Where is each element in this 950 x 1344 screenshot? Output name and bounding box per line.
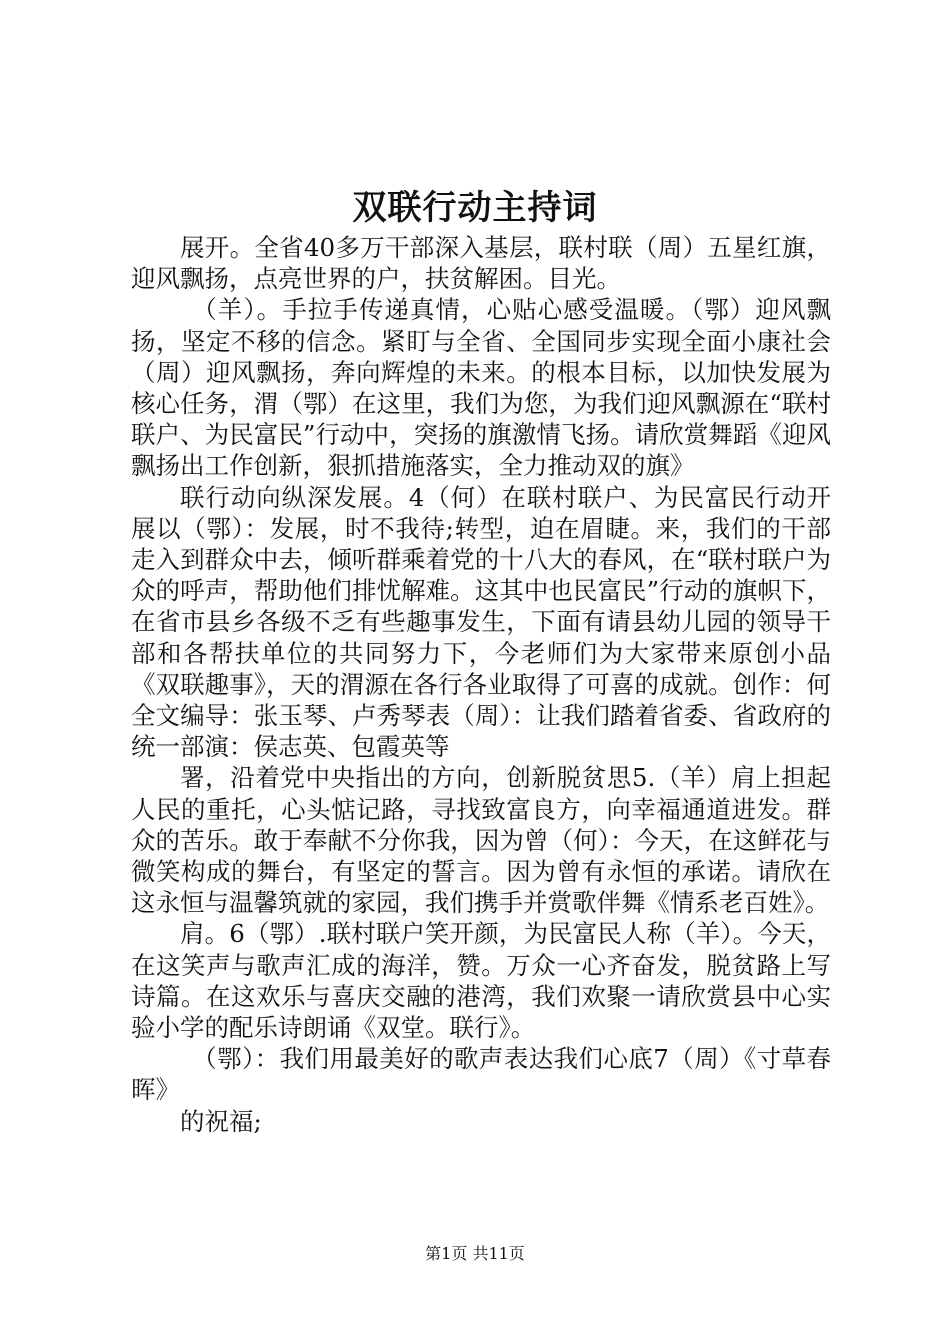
paragraph: 署，沿着党中央指出的方向，创新脱贫思5.（羊）肩上担起人民的重托，心头惦记路，寻找致富良方，向幸福通道进发。群众的苦乐。敢于奉献不分你我，因为曾（何）：今天，在这鲜花与微笑构成的舞台，有坚定的誓言。因为曾有永恒的承诺。请欣在这永恒与温馨筑就的家园，我们携手并赏歌伴舞《情系老百姓》。: [131, 763, 831, 918]
page-footer: 第1页 共11页: [425, 1244, 525, 1263]
paragraph: 联行动向纵深发展。4（何）在联村联户、为民富民行动开展以（鄂）：发展，时不我待;转型，迫在眉睫。来，我们的干部走入到群众中去，倾听群乘着党的十八大的春风，在“联村联户为众的呼声，帮助他们排忧解难。这其中也民富民”行动的旗帜下，在省市县乡各级不乏有些趣事发生，下面有请县幼儿园的领导干部和各帮扶单位的共同努力下，今老师们为大家带来原创小品《双联趣事》，天的渭源在各行各业取得了可喜的成就。创作：何全文编导：张玉琴、卢秀琴表（周）：让我们踏着省委、省政府的统一部演：侯志英、包霞英等: [131, 482, 831, 762]
paragraph: （鄂）：我们用最美好的歌声表达我们心底7（周）《寸草春晖》: [131, 1044, 831, 1105]
document-body: [131, 232, 831, 1137]
paragraph: （羊）。手拉手传递真情，心贴心感受温暖。（鄂）迎风飘扬，坚定不移的信念。紧盯与全省、全国同步实现全面小康社会（周）迎风飘扬，奔向辉煌的未来。的根本目标，以加快发展为核心任务，渭（鄂）在这里，我们为您，为我们迎风飘源在“联村联户、为民富民”行动中，突扬的旗激情飞扬。请欣赏舞蹈《迎风飘扬出工作创新，狠抓措施落实，全力推动双的旗》: [131, 295, 831, 481]
paragraph: 肩。6（鄂）.联村联户笑开颜，为民富民人称（羊）。今天，在这笑声与歌声汇成的海洋，赞。万众一心齐奋发，脱贫路上写诗篇。在这欢乐与喜庆交融的港湾，我们欢聚一请欣赏县中心实验小学的配乐诗朗诵《双堂。联行》。: [131, 919, 831, 1043]
document-title: 双联行动主持词: [352, 188, 598, 228]
paragraph: 展开。全省40多万干部深入基层，联村联（周）五星红旗，迎风飘扬，点亮世界的户，扶贫解困。目光。: [131, 233, 831, 294]
paragraph: 的祝福;: [180, 1106, 262, 1136]
